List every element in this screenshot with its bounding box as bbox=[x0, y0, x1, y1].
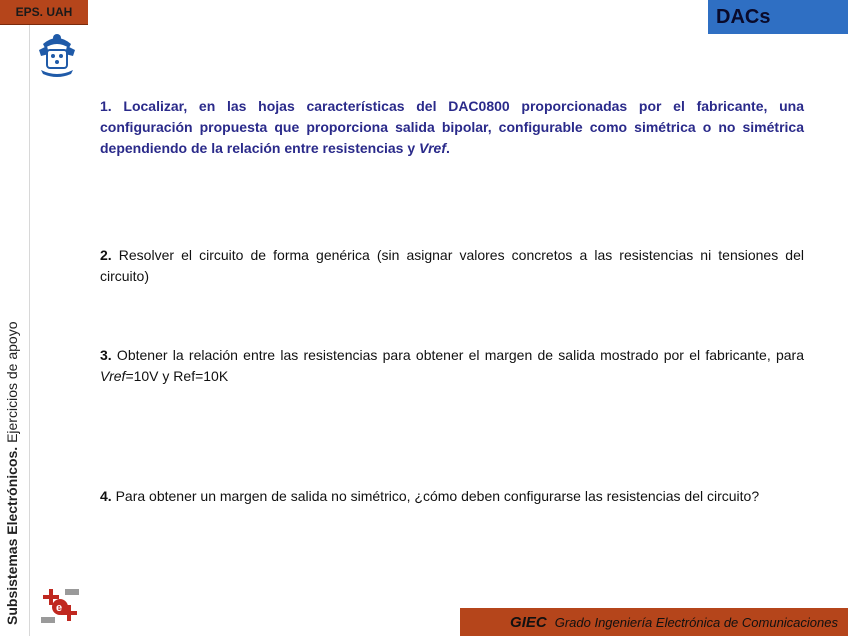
svg-text:e: e bbox=[56, 602, 63, 614]
course-label-normal: Ejercicios de apoyo bbox=[4, 321, 20, 447]
question-2-text: Resolver el circuito de forma genérica (sin asignar valores concretos a las resistencias ni tensiones del circuito) bbox=[100, 247, 804, 284]
footer-bar bbox=[460, 608, 848, 636]
slide-title: DACs bbox=[708, 0, 848, 34]
question-1-number: 1. bbox=[100, 98, 112, 114]
question-3-text: Obtener la relación entre las resistencias para obtener el margen de salida mostrado por el fabricante, para bbox=[111, 347, 804, 363]
university-crest-icon bbox=[35, 30, 79, 80]
question-4-number: 4. bbox=[100, 488, 112, 504]
question-4-text: Para obtener un margen de salida no simétrico, ¿cómo deben configurarse las resistencias del circuito? bbox=[111, 488, 760, 504]
footer-degree: Grado Ingeniería Electrónica de Comunicaciones bbox=[554, 614, 838, 630]
question-3-end: =10V y Ref=10K bbox=[125, 368, 229, 384]
question-1 bbox=[100, 96, 804, 159]
question-1-end: . bbox=[446, 140, 450, 156]
question-3-number: 3. bbox=[100, 347, 112, 363]
giec-logo-icon bbox=[37, 583, 83, 629]
question-3 bbox=[100, 345, 804, 387]
question-2 bbox=[100, 245, 804, 287]
footer-abbr: GIEC bbox=[510, 613, 547, 631]
question-1-emphasis: Vref bbox=[419, 140, 446, 156]
course-label-bold: Subsistemas Electrónicos. bbox=[4, 446, 20, 625]
question-4 bbox=[100, 486, 804, 507]
question-2-number: 2. bbox=[100, 247, 112, 263]
question-3-emphasis: Vref bbox=[100, 368, 126, 384]
question-1-text: Localizar, en las hojas características del DAC0800 proporcionadas por el fabricante, una configuración propuesta que proporciona salida bipolar, configurable como simétrica o no simétrica dependiendo de la relación entre resistencias y bbox=[100, 98, 804, 156]
eps-badge: EPS. UAH bbox=[0, 0, 88, 25]
course-label bbox=[4, 322, 20, 625]
